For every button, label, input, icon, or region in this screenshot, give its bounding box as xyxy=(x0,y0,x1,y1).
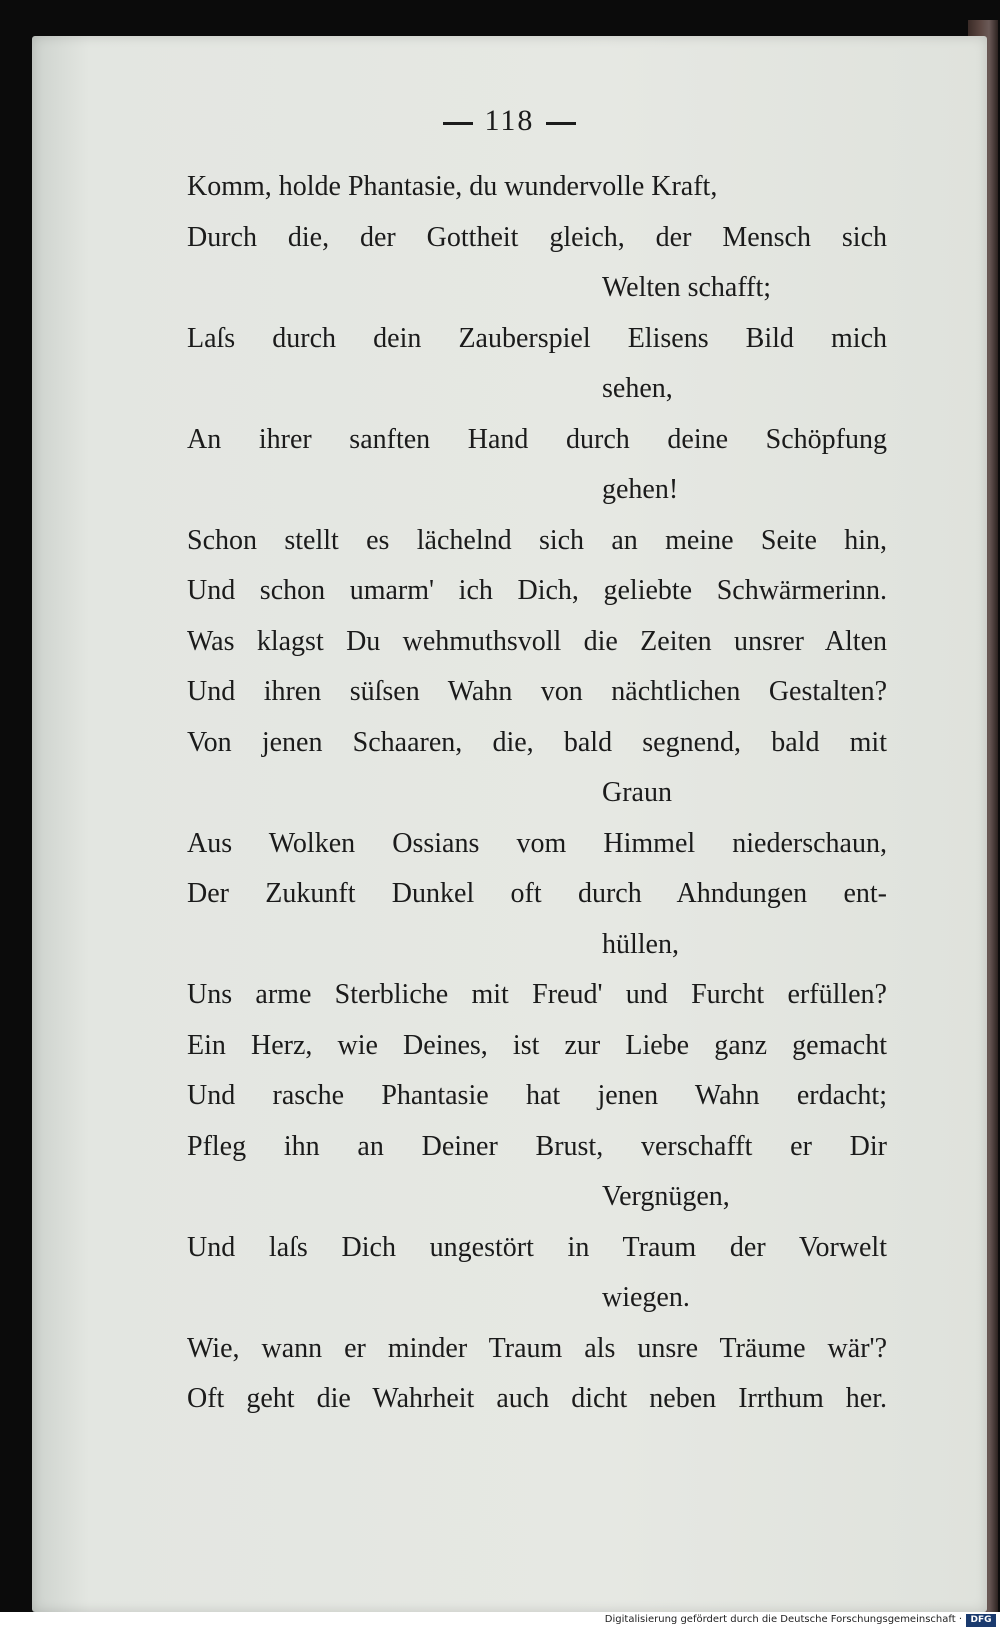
poem-line: Und laſs Dich ungestört in Traum der Vorwelt xyxy=(187,1231,887,1263)
poem-line: Was klagst Du wehmuthsvoll die Zeiten unsrer Alten xyxy=(187,625,887,657)
funding-credit: Digitalisierung gefördert durch die Deutsche Forschungsgemeinschaft · xyxy=(604,1614,962,1625)
header-dash-right xyxy=(546,122,576,125)
book-page xyxy=(32,36,987,1612)
poem-line: Der Zukunft Dunkel oft durch Ahndungen ent- xyxy=(187,878,887,909)
poem-line: Komm, holde Phantasie, du wundervolle Kraft, xyxy=(187,171,718,202)
dfg-logo: DFG xyxy=(966,1614,996,1627)
poem-line: Welten schafft; xyxy=(602,272,772,303)
poem-line: Uns arme Sterbliche mit Freud' und Furcht erfüllen? xyxy=(187,979,887,1010)
poem-line: Aus Wolken Ossians vom Himmel niederschaun, xyxy=(187,827,887,859)
header-dash-left xyxy=(443,122,473,125)
poem-line: Ein Herz, wie Deines, ist zur Liebe ganz gemacht xyxy=(187,1029,887,1061)
poem-line: Schon stellt es lächelnd sich an meine Seite hin, xyxy=(187,524,887,556)
poem-line: wiegen. xyxy=(602,1282,690,1313)
poem-line: hüllen, xyxy=(602,928,679,960)
poem-line: Und rasche Phantasie hat jenen Wahn erdacht; xyxy=(187,1080,887,1111)
page-number: 118 xyxy=(484,104,535,137)
poem-line: Vergnügen, xyxy=(602,1181,730,1212)
poem-line: Wie, wann er minder Traum als unsre Träume wär'? xyxy=(187,1332,887,1364)
poem-line: Von jenen Schaaren, die, bald segnend, bald mit xyxy=(187,726,887,758)
poem-line: Und ihren süſsen Wahn von nächtlichen Gestalten? xyxy=(187,676,887,707)
poem-line: gehen! xyxy=(602,474,679,505)
poem-line: An ihrer sanften Hand durch deine Schöpfung xyxy=(187,423,887,455)
poem-line: Durch die, der Gottheit gleich, der Mensch sich xyxy=(187,221,887,253)
poem-line: Laſs durch dein Zauberspiel Elisens Bild mich xyxy=(187,322,887,354)
poem-line: Pfleg ihn an Deiner Brust, verschafft er Dir xyxy=(187,1130,887,1162)
poem-line: Und schon umarm' ich Dich, geliebte Schwärmerinn. xyxy=(187,575,887,606)
poem-line: Oft geht die Wahrheit auch dicht neben Irrthum her. xyxy=(187,1383,887,1414)
poem-text xyxy=(187,162,887,1425)
poem-line: Graun xyxy=(602,777,672,808)
page-header xyxy=(32,104,987,138)
poem-line: sehen, xyxy=(602,373,673,404)
